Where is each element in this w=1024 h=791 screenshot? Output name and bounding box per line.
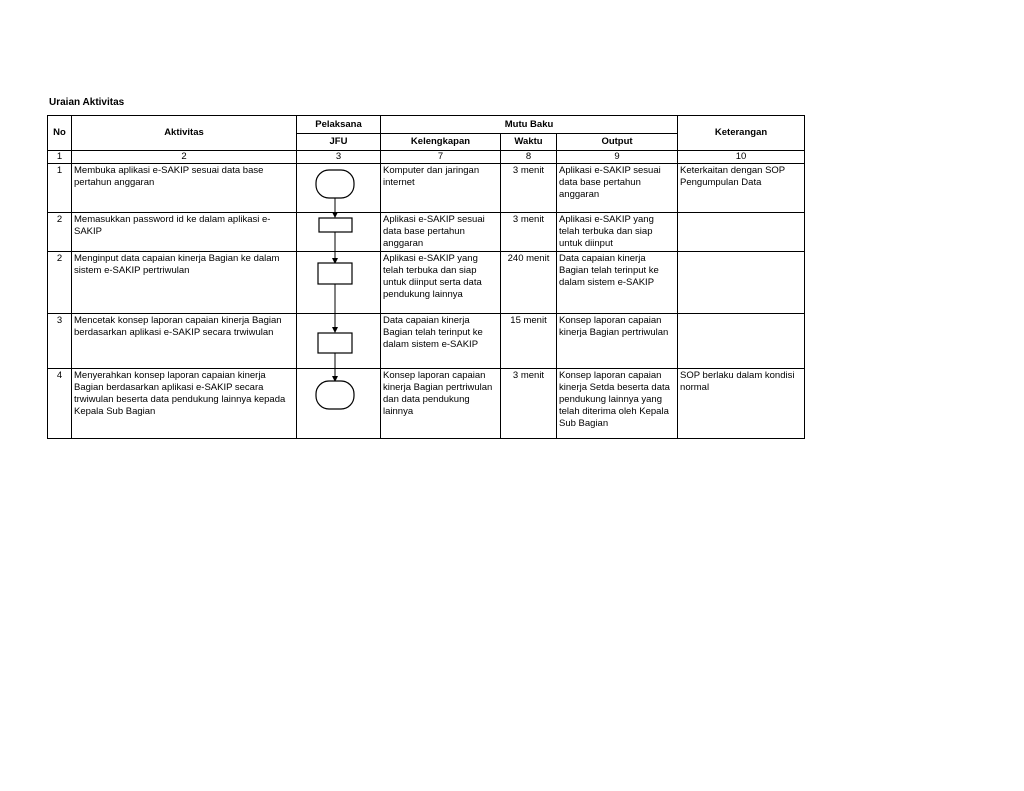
process-shape xyxy=(318,333,352,353)
col-number: 3 xyxy=(297,151,381,164)
row-waktu: 15 menit xyxy=(501,314,557,369)
row-aktivitas: Mencetak konsep laporan capaian kinerja Bagian berdasarkan aplikasi e-SAKIP secara trwiwulan xyxy=(72,314,297,369)
row-waktu: 3 menit xyxy=(501,369,557,439)
row-output: Aplikasi e-SAKIP sesuai data base pertahun anggaran xyxy=(557,164,678,213)
process-shape xyxy=(319,218,352,232)
row-no: 4 xyxy=(48,369,72,439)
row-kelengkapan: Data capaian kinerja Bagian telah terinput ke dalam sistem e-SAKIP xyxy=(381,314,501,369)
row-output: Konsep laporan capaian kinerja Bagian pertriwulan xyxy=(557,314,678,369)
row-waktu: 3 menit xyxy=(501,213,557,252)
row-no: 3 xyxy=(48,314,72,369)
row-waktu: 240 menit xyxy=(501,252,557,314)
row-output: Data capaian kinerja Bagian telah terinput ke dalam sistem e-SAKIP xyxy=(557,252,678,314)
row-output: Konsep laporan capaian kinerja Setda beserta data pendukung lainnya yang telah diterima oleh Kepala Sub Bagian xyxy=(557,369,678,439)
row-kelengkapan: Komputer dan jaringan internet xyxy=(381,164,501,213)
row-aktivitas: Menyerahkan konsep laporan capaian kinerja Bagian berdasarkan aplikasi e-SAKIP secara trwiwulan beserta data pendukung lainnya kepada Kepala Sub Bagian xyxy=(72,369,297,439)
row-no: 1 xyxy=(48,164,72,213)
col-number: 7 xyxy=(381,151,501,164)
row-kelengkapan: Aplikasi e-SAKIP sesuai data base pertahun anggaran xyxy=(381,213,501,252)
row-waktu: 3 menit xyxy=(501,164,557,213)
header-aktivitas: Aktivitas xyxy=(72,116,297,151)
header-waktu: Waktu xyxy=(501,134,557,151)
row-no: 2 xyxy=(48,252,72,314)
header-pelaksana: Pelaksana xyxy=(297,116,381,134)
terminator-start-shape xyxy=(316,170,354,198)
row-kelengkapan: Konsep laporan capaian kinerja Bagian pertriwulan dan data pendukung lainnya xyxy=(381,369,501,439)
process-shape xyxy=(318,263,352,284)
row-aktivitas: Membuka aplikasi e-SAKIP sesuai data base pertahun anggaran xyxy=(72,164,297,213)
col-number: 1 xyxy=(48,151,72,164)
header-kelengkapan: Kelengkapan xyxy=(381,134,501,151)
row-no: 2 xyxy=(48,213,72,252)
header-output: Output xyxy=(557,134,678,151)
header-no: No xyxy=(48,116,72,151)
row-aktivitas: Menginput data capaian kinerja Bagian ke dalam sistem e-SAKIP pertriwulan xyxy=(72,252,297,314)
col-number: 2 xyxy=(72,151,297,164)
col-number: 10 xyxy=(678,151,805,164)
header-jfu: JFU xyxy=(297,134,381,151)
header-keterangan: Keterangan xyxy=(678,116,805,151)
row-output: Aplikasi e-SAKIP yang telah terbuka dan siap untuk diinput xyxy=(557,213,678,252)
row-keterangan: Keterkaitan dengan SOP Pengumpulan Data xyxy=(678,164,805,213)
row-aktivitas: Memasukkan password id ke dalam aplikasi e-SAKIP xyxy=(72,213,297,252)
row-kelengkapan: Aplikasi e-SAKIP yang telah terbuka dan siap untuk diinput serta data pendukung lainnya xyxy=(381,252,501,314)
col-number: 9 xyxy=(557,151,678,164)
col-number: 8 xyxy=(501,151,557,164)
row-keterangan: SOP berlaku dalam kondisi normal xyxy=(678,369,805,439)
header-mutu-baku: Mutu Baku xyxy=(381,116,678,134)
terminator-end-shape xyxy=(316,381,354,409)
page-title: Uraian Aktivitas xyxy=(49,97,125,108)
